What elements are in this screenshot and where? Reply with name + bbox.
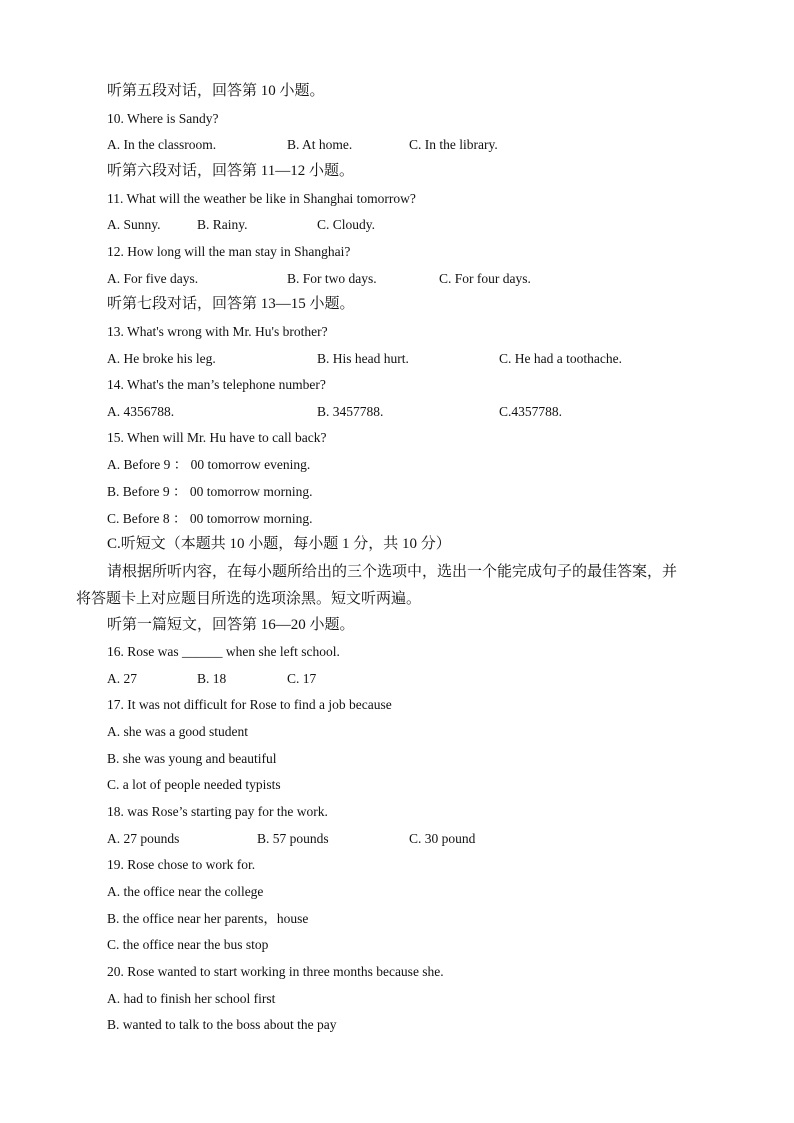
option-b: B. 18 (197, 671, 227, 686)
option-c: C. 17 (287, 671, 317, 686)
option-c: C. In the library. (409, 137, 498, 152)
question-17-option-b: B. she was young and beautiful (107, 751, 277, 766)
question-17-stem: 17. It was not difficult for Rose to find a job because (107, 697, 392, 712)
question-11-stem: 11. What will the weather be like in Shanghai tomorrow? (107, 191, 416, 206)
section5-intro: 听第五段对话，回答第 10 小题。 (107, 83, 325, 99)
section7-intro: 听第七段对话，回答第 13—15 小题。 (107, 296, 355, 312)
option-b: B. Rainy. (197, 217, 248, 232)
question-19-option-b: B. the office near her parents，house (107, 911, 309, 926)
question-20-option-a: A. had to finish her school first (107, 991, 276, 1006)
part-c-instructions-line2: 将答题卡上对应题目所选的选项涂黑。短文听两遍。 (76, 591, 422, 607)
question-10-stem: 10. Where is Sandy? (107, 111, 219, 126)
option-b: B. 3457788. (317, 404, 384, 419)
option-c: C.4357788. (499, 404, 563, 419)
option-b: B. His head hurt. (317, 351, 409, 366)
question-17-option-a: A. she was a good student (107, 724, 248, 739)
question-18-stem: 18. was Rose’s starting pay for the work. (107, 804, 328, 819)
question-16-stem: 16. Rose was ______ when she left school. (107, 644, 340, 659)
question-15-option-a: A. Before 9 ： 00 tomorrow evening. (107, 457, 311, 472)
option-c: C. 30 pound (409, 831, 476, 846)
question-15-option-b: B. Before 9 ： 00 tomorrow morning. (107, 484, 313, 499)
option-b: B. At home. (287, 137, 353, 152)
option-a: A. He broke his leg. (107, 351, 216, 366)
option-c: C. He had a toothache. (499, 351, 622, 366)
question-19-stem: 19. Rose chose to work for. (107, 857, 256, 872)
question-19-option-a: A. the office near the college (107, 884, 264, 899)
question-12-stem: 12. How long will the man stay in Shanghai? (107, 244, 351, 259)
passage1-intro: 听第一篇短文，回答第 16—20 小题。 (107, 617, 355, 633)
part-c-heading: C.听短文（本题共 10 小题，每小题 1 分，共 10 分） (107, 536, 451, 552)
question-19-option-c: C. the office near the bus stop (107, 937, 269, 952)
question-14-stem: 14. What's the man’s telephone number? (107, 377, 326, 392)
question-20-stem: 20. Rose wanted to start working in three months because she. (107, 964, 444, 979)
option-a: A. For five days. (107, 271, 199, 286)
question-15-option-c: C. Before 8 ： 00 tomorrow morning. (107, 511, 313, 526)
option-b: B. For two days. (287, 271, 377, 286)
option-a: A. 4356788. (107, 404, 175, 419)
option-a: A. Sunny. (107, 217, 161, 232)
question-15-stem: 15. When will Mr. Hu have to call back? (107, 430, 327, 445)
question-17-option-c: C. a lot of people needed typists (107, 777, 281, 792)
option-a: A. 27 pounds (107, 831, 180, 846)
option-c: C. For four days. (439, 271, 531, 286)
section6-intro: 听第六段对话，回答第 11—12 小题。 (107, 163, 354, 179)
option-a: A. 27 (107, 671, 137, 686)
question-20-option-b: B. wanted to talk to the boss about the pay (107, 1017, 337, 1032)
option-c: C. Cloudy. (317, 217, 376, 232)
option-a: A. In the classroom. (107, 137, 217, 152)
question-13-stem: 13. What's wrong with Mr. Hu's brother? (107, 324, 328, 339)
option-b: B. 57 pounds (257, 831, 329, 846)
part-c-instructions-line1: 请根据所听内容，在每小题所给出的三个选项中，选出一个能完成句子的最佳答案，并 (107, 564, 678, 580)
